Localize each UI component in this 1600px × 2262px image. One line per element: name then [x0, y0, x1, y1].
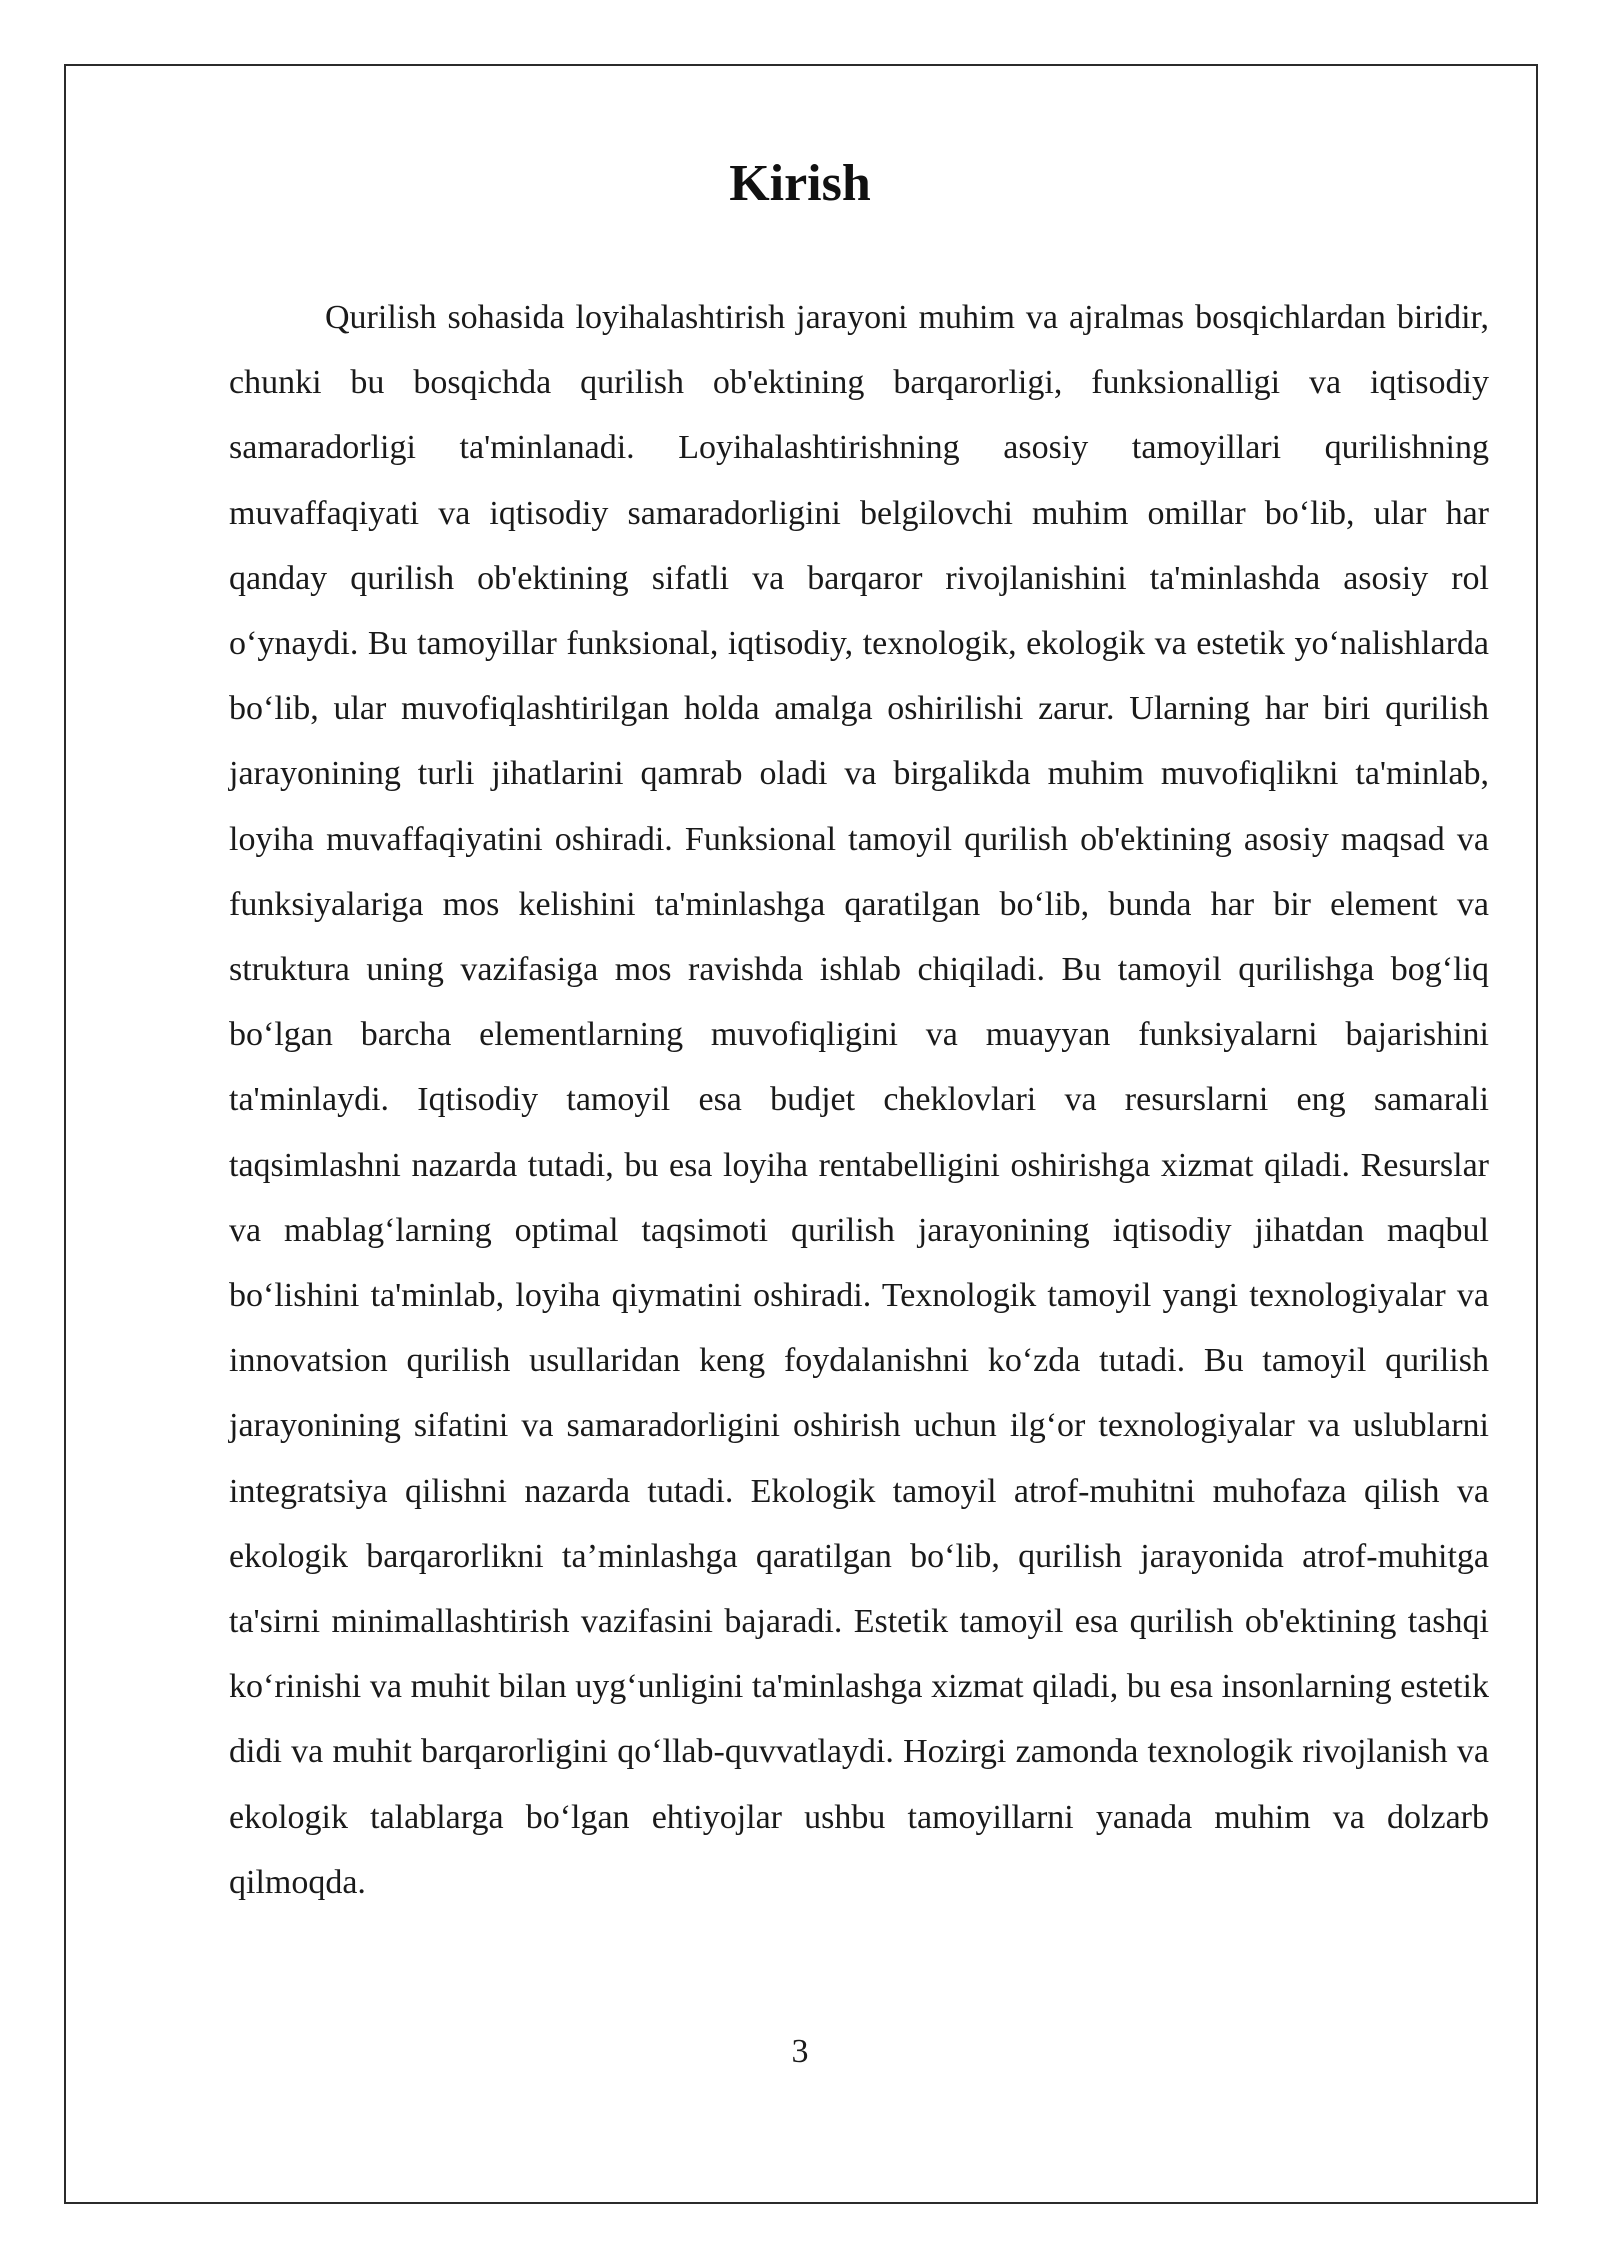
- body-paragraph: Qurilish sohasida loyihalashtirish jarayoni muhim va ajralmas bosqichlardan biridir, chunki bu bosqichda qurilish ob'ektining barqarorligi, funksionalligi va iqtisodiy samaradorligi ta'minlanadi. Loyihalashtirishning asosiy tamoyillari qurilishning muvaffaqiyati va iqtisodiy samaradorligini belgilovchi muhim omillar bo‘lib, ular har qanday qurilish ob'ektining sifatli va barqaror rivojlanishini ta'minlashda asosiy rol o‘ynaydi. Bu tamoyillar funksional, iqtisodiy, texnologik, ekologik va estetik yo‘nalishlarda bo‘lib, ular muvofiqlashtirilgan holda amalga oshirilishi zarur. Ularning har biri qurilish jarayonining turli jihatlarini qamrab oladi va birgalikda muhim muvofiqlikni ta'minlab, loyiha muvaffaqiyatini oshiradi. Funksional tamoyil qurilish ob'ektining asosiy maqsad va funksiyalariga mos kelishini ta'minlashga qaratilgan bo‘lib, bunda har bir element va struktura uning vazifasiga mos ravishda ishlab chiqiladi. Bu tamoyil qurilishga bog‘liq bo‘lgan barcha elementlarning muvofiqligini va muayyan funksiyalarni bajarishini ta'minlaydi. Iqtisodiy tamoyil esa budjet cheklovlari va resurslarni eng samarali taqsimlashni nazarda tutadi, bu esa loyiha rentabelligini oshirishga xizmat qiladi. Resurslar va mablag‘larning optimal taqsimoti qurilish jarayonining iqtisodiy jihatdan maqbul bo‘lishini ta'minlab, loyiha qiymatini oshiradi. Texnologik tamoyil yangi texnologiyalar va innovatsion qurilish usullaridan keng foydalanishni ko‘zda tutadi. Bu tamoyil qurilish jarayonining sifatini va samaradorligini oshirish uchun ilg‘or texnologiyalar va uslublarni integratsiya qilishni nazarda tutadi. Ekologik tamoyil atrof-muhitni muhofaza qilish va ekologik barqarorlikni ta’minlashga qaratilgan bo‘lib, qurilish jarayonida atrof-muhitga ta'sirni minimallashtirish vazifasini bajaradi. Estetik tamoyil esa qurilish ob'ektining tashqi ko‘rinishi va muhit bilan uyg‘unligini ta'minlashga xizmat qiladi, bu esa insonlarning estetik didi va muhit barqarorligini qo‘llab-quvvatlaydi. Hozirgi zamonda texnologik rivojlanish va ekologik talablarga bo‘lgan ehtiyojlar ushbu tamoyillarni yanada muhim va dolzarb qilmoqda.: [229, 299, 1489, 1901]
- page-title: Kirish: [729, 155, 871, 212]
- page-number: 3: [791, 2033, 809, 2070]
